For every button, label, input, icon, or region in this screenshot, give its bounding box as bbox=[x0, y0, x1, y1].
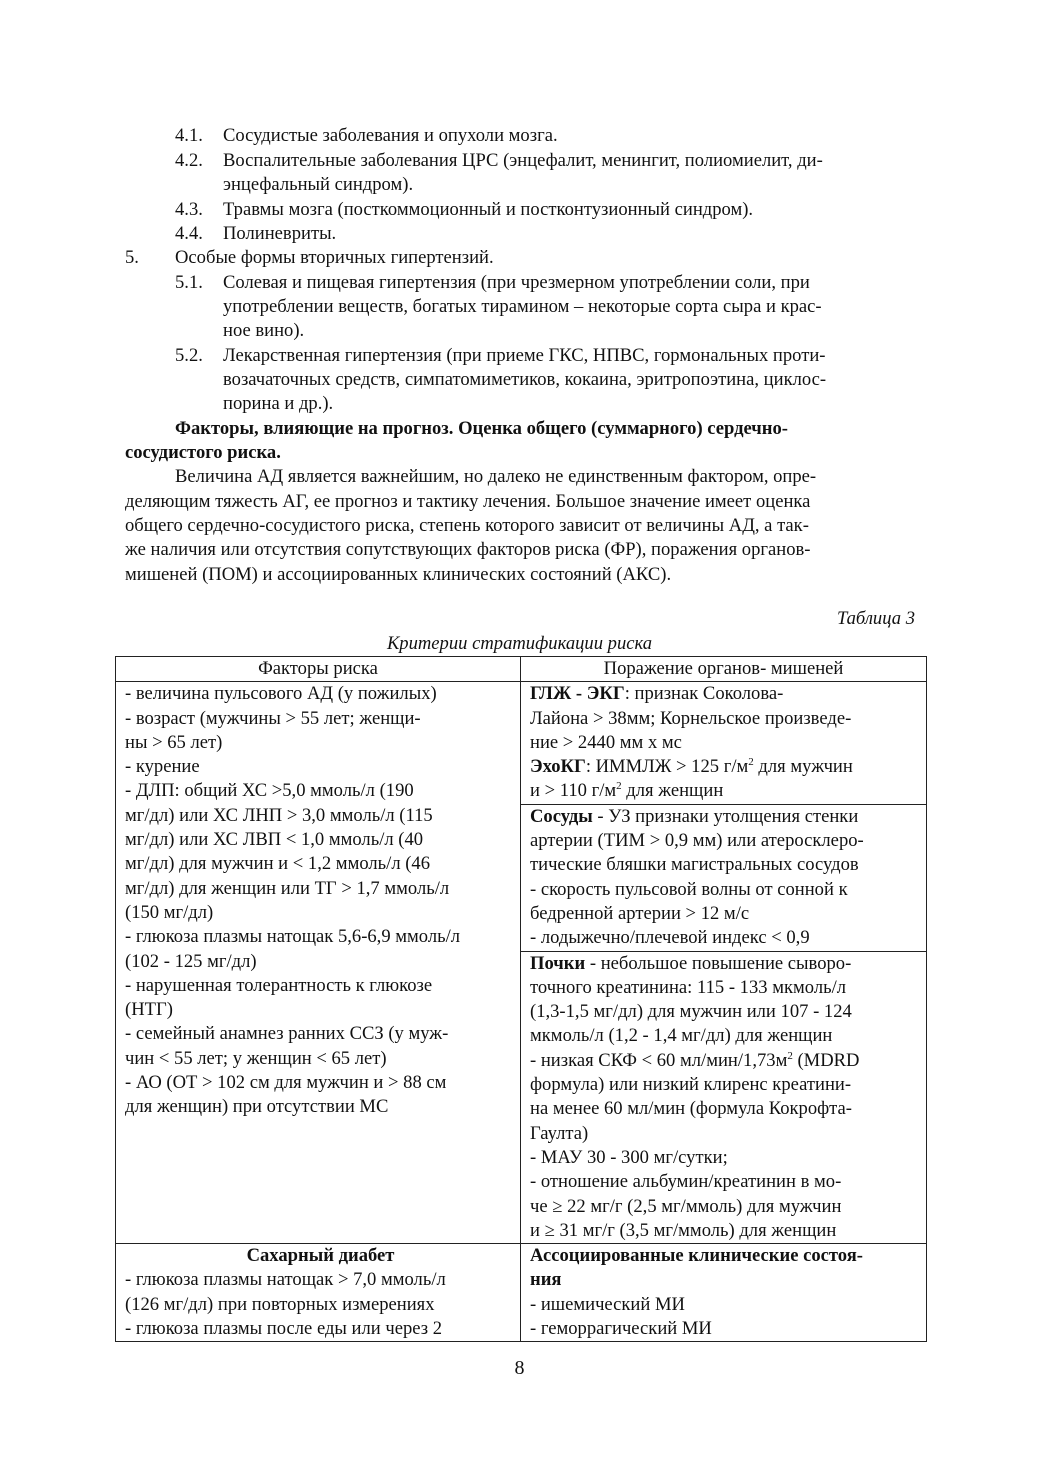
list-num-4-4: 4.4. bbox=[175, 223, 203, 244]
risk-factor-line: (НТГ) bbox=[125, 999, 173, 1021]
risk-factor-line: - возраст (мужчины > 55 лет; женщи- bbox=[125, 707, 421, 729]
paragraph-line-1: Величина АД является важнейшим, но далеко не единственным фактором, опре- bbox=[175, 466, 817, 487]
echo-label: ЭхоКГ bbox=[530, 756, 586, 778]
list-item-4-1: Сосудистые заболевания и опухоли мозга. bbox=[223, 125, 558, 146]
list-item-4-3: Травмы мозга (посткоммоционный и постконтузионный синдром). bbox=[223, 199, 754, 220]
risk-factors-cell bbox=[116, 682, 521, 1244]
paragraph-line-3: общего сердечно-сосудистого риска, степень которого зависит от величины АД, а так- bbox=[125, 515, 809, 536]
kidneys-line: и ≥ 31 мг/г (3,5 мг/ммоль) для женщин bbox=[530, 1219, 837, 1241]
acs-cell bbox=[521, 1244, 927, 1342]
diabetes-cell bbox=[116, 1244, 521, 1342]
risk-factor-line: - величина пульсового АД (у пожилых) bbox=[125, 683, 437, 705]
risk-factor-line: - семейный анамнез ранних ССЗ (у муж- bbox=[125, 1023, 449, 1045]
list-item-5-2-c: порина и др.). bbox=[223, 393, 334, 414]
risk-factor-line: - глюкоза плазмы натощак 5,6-6,9 ммоль/л bbox=[125, 926, 461, 948]
kidneys-line: точного креатинина: 115 - 133 мкмоль/л bbox=[530, 976, 847, 998]
diabetes-line: - глюкоза плазмы натощак > 7,0 ммоль/л bbox=[125, 1269, 446, 1291]
section-heading-line2: сосудистого риска. bbox=[125, 442, 281, 463]
risk-factor-line: (150 мг/дл) bbox=[125, 901, 214, 923]
acs-line: - ишемический МИ bbox=[530, 1293, 685, 1315]
table-row bbox=[116, 1244, 927, 1342]
kidneys-label: Почки bbox=[530, 952, 586, 974]
acs-title-line1: Ассоциированные клинические состоя- bbox=[530, 1245, 863, 1267]
kidneys-line: мкмоль/л (1,2 - 1,4 мг/дл) для женщин bbox=[530, 1025, 833, 1047]
kidneys-line: формула) или низкий клиренс креатини- bbox=[530, 1074, 852, 1096]
kidneys-line: - отношение альбумин/креатинин в мо- bbox=[530, 1171, 842, 1193]
ecg-line: ние > 2440 мм х мс bbox=[530, 731, 682, 753]
ecg-label: ГЛЖ - ЭКГ bbox=[530, 683, 625, 705]
list-item-5-1-b: употреблении веществ, богатых тирамином – некоторые сорта сыра и крас- bbox=[223, 296, 822, 317]
paragraph-line-4: же наличия или отсутствия сопутствующих факторов риска (ФР), поражения органов- bbox=[125, 539, 811, 560]
vessels-line: - скорость пульсовой волны от сонной к bbox=[530, 878, 848, 900]
col-header-risk-factors: Факторы риска bbox=[116, 657, 521, 682]
ecg-line: ГЛЖ - ЭКГ: признак Соколова- bbox=[530, 683, 784, 705]
kidneys-cell bbox=[521, 951, 927, 1244]
list-num-4-2: 4.2. bbox=[175, 150, 203, 171]
diabetes-line: (126 мг/дл) при повторных измерениях bbox=[125, 1293, 435, 1315]
list-item-5-2-a: Лекарственная гипертензия (при приеме ГКС, НПВС, гормональных проти- bbox=[223, 345, 826, 366]
kidneys-line: (1,3-1,5 мг/дл) для мужчин или 107 - 124 bbox=[530, 1001, 852, 1023]
risk-factor-line: мг/дл) для женщин или ТГ > 1,7 ммоль/л bbox=[125, 877, 450, 899]
risk-factor-line: чин < 55 лет; у женщин < 65 лет) bbox=[125, 1047, 387, 1069]
table-row bbox=[116, 682, 927, 804]
list-num-4-3: 4.3. bbox=[175, 199, 203, 220]
diabetes-title: Сахарный диабет bbox=[246, 1245, 395, 1267]
paragraph-line-5: мишеней (ПОМ) и ассоциированных клинических состояний (АКС). bbox=[125, 564, 672, 585]
kidneys-line: на менее 60 мл/мин (формула Кокрофта- bbox=[530, 1098, 852, 1120]
vessels-line: тические бляшки магистральных сосудов bbox=[530, 854, 859, 876]
list-num-5: 5. bbox=[125, 247, 139, 268]
list-item-4-2-b: энцефальный синдром). bbox=[223, 174, 414, 195]
paragraph-line-2: деляющим тяжесть АГ, ее прогноз и тактику лечения. Большое значение имеет оценка bbox=[125, 491, 811, 512]
section-heading-line1: Факторы, влияющие на прогноз. Оценка общего (суммарного) сердечно- bbox=[175, 418, 788, 439]
kidneys-line: Гаулта) bbox=[530, 1122, 589, 1144]
vessels-line: артерии (ТИМ > 0,9 мм) или атеросклеро- bbox=[530, 830, 864, 852]
risk-factor-line: мг/дл) для мужчин и < 1,2 ммоль/л (46 bbox=[125, 853, 431, 875]
risk-factor-line: - АО (ОТ > 102 см для мужчин и > 88 см bbox=[125, 1072, 447, 1094]
list-num-4-1: 4.1. bbox=[175, 125, 203, 146]
list-item-5-1-a: Солевая и пищевая гипертензия (при чрезмерном употреблении соли, при bbox=[223, 272, 810, 293]
risk-factor-line: - ДЛП: общий ХС >5,0 ммоль/л (190 bbox=[125, 780, 414, 802]
table-header-row bbox=[116, 657, 927, 682]
risk-factor-line: (102 - 125 мг/дл) bbox=[125, 950, 257, 972]
page-number: 8 bbox=[514, 1357, 525, 1379]
diabetes-line: - глюкоза плазмы после еды или через 2 bbox=[125, 1318, 443, 1340]
acs-line: - геморрагический МИ bbox=[530, 1318, 712, 1340]
list-item-5-2-b: возачаточных средств, симпатомиметиков, кокаина, эритропоэтина, циклос- bbox=[223, 369, 827, 390]
col-header-target-organs: Поражение органов- мишеней bbox=[521, 657, 927, 682]
list-item-5-1-c: ное вино). bbox=[223, 320, 305, 341]
acs-title-line2: ния bbox=[530, 1269, 562, 1291]
risk-factor-line: мг/дл) или ХС ЛНП > 3,0 ммоль/л (115 bbox=[125, 804, 433, 826]
vessels-label: Сосуды bbox=[530, 805, 593, 827]
list-item-4-2-a: Воспалительные заболевания ЦРС (энцефалит, менингит, полиомиелит, ди- bbox=[223, 150, 823, 171]
table-caption: Критерии стратификации риска bbox=[386, 633, 653, 654]
risk-factor-line: - нарушенная толерантность к глюкозе bbox=[125, 974, 433, 996]
echo-line: ЭхоКГ: ИММЛЖ > 125 $г/м^2$ для мужчин bbox=[530, 756, 853, 778]
risk-factor-line: ны > 65 лет) bbox=[125, 731, 223, 753]
kidneys-line: - низкая СКФ < 60 $мл/мин/1,73м^2$ (MDRD bbox=[530, 1049, 860, 1071]
list-item-4-4: Полиневриты. bbox=[223, 223, 337, 244]
risk-factor-line: - курение bbox=[125, 756, 200, 778]
list-item-5: Особые формы вторичных гипертензий. bbox=[175, 247, 494, 268]
vessels-line: - лодыжечно/плечевой индекс < 0,9 bbox=[530, 927, 810, 949]
risk-factor-line: мг/дл) или ХС ЛВП < 1,0 ммоль/л (40 bbox=[125, 829, 424, 851]
ecg-echo-cell bbox=[521, 682, 927, 804]
vessels-cell bbox=[521, 804, 927, 951]
kidneys-line: Почки - небольшое повышение сыворо- bbox=[530, 952, 852, 974]
list-num-5-2: 5.2. bbox=[175, 345, 203, 366]
vessels-line: Сосуды - УЗ признаки утолщения стенки bbox=[530, 805, 859, 827]
kidneys-line: че ≥ 22 мг/г (2,5 мг/ммоль) для мужчин bbox=[530, 1195, 842, 1217]
risk-factor-line: для женщин) при отсутствии МС bbox=[125, 1096, 389, 1118]
echo-line: и > 110 $г/м^2$ для женщин bbox=[530, 780, 724, 802]
table-label: Таблица 3 bbox=[836, 608, 915, 629]
risk-criteria-table bbox=[115, 656, 927, 1342]
vessels-line: бедренной артерии > 12 м/с bbox=[530, 902, 750, 924]
list-num-5-1: 5.1. bbox=[175, 272, 203, 293]
kidneys-line: - МАУ 30 - 300 мг/сутки; bbox=[530, 1146, 728, 1168]
ecg-line: Лайона > 38мм; Корнельское произведе- bbox=[530, 707, 852, 729]
